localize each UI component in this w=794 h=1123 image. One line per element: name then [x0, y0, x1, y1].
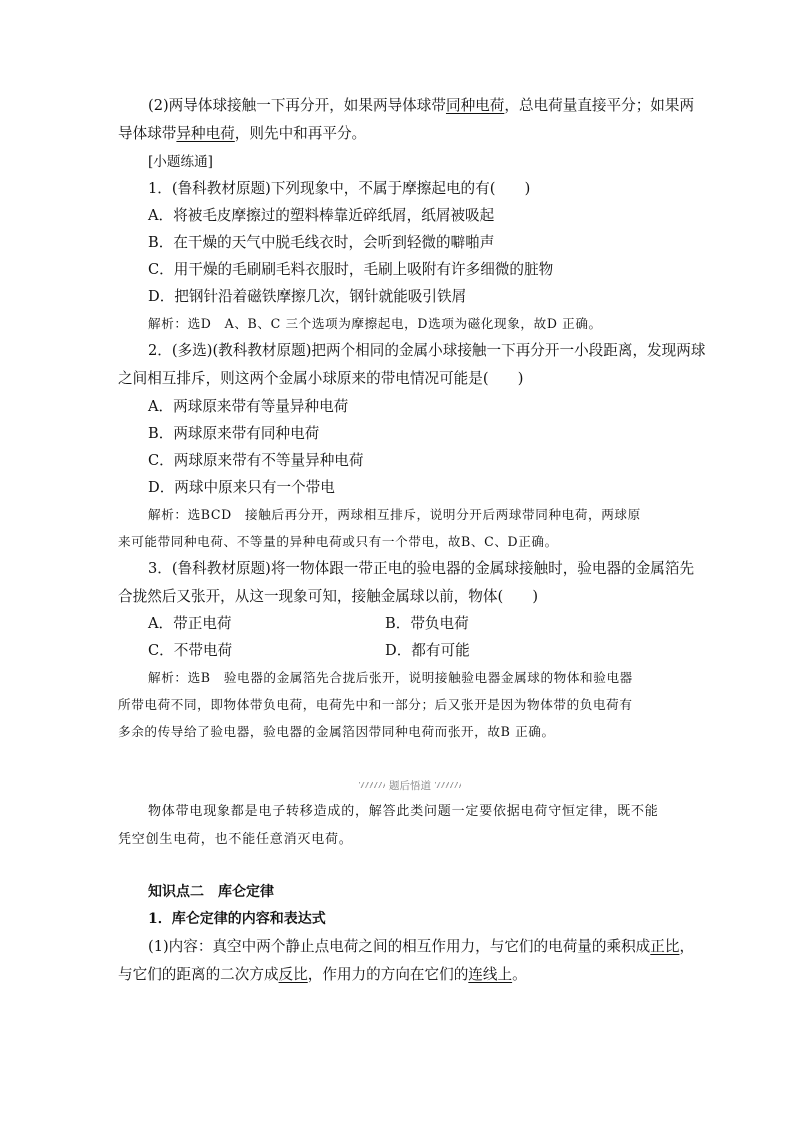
q2-analysis-line-2: 来可能带同种电荷、不等量的异种电荷或只有一个带电，故B、C、D正确。 [118, 534, 558, 549]
kp2-text: 。 [512, 966, 527, 983]
q1-option-c: C．用干燥的毛刷刷毛料衣服时，毛刷上吸附有许多细微的脏物 [148, 261, 554, 278]
q1-option-a: A．将被毛皮摩擦过的塑料棒靠近碎纸屑，纸屑被吸起 [148, 207, 495, 224]
q3-stem-line-1: 3．(鲁科教材原题)将一物体跟一带正电的验电器的金属球接触时，验电器的金属箔先 [148, 560, 695, 577]
q1-option-b: B．在干燥的天气中脱毛线衣时，会听到轻微的噼啪声 [148, 234, 495, 251]
underlined-term: 正比 [650, 938, 680, 955]
divider-label: 题后悟道 [389, 779, 431, 792]
kp2-title: 知识点二 库仑定律 [148, 884, 274, 900]
underlined-term: 异种电荷 [176, 125, 235, 142]
q2-option-c: C．两球原来带有不等量异种电荷 [148, 452, 364, 469]
section-divider [350, 777, 470, 793]
q1-stem: 1．(鲁科教材原题)下列现象中，不属于摩擦起电的有( ) [148, 180, 531, 197]
q1-option-d: D．把钢针沿着磁铁摩擦几次，钢针就能吸引铁屑 [148, 288, 467, 305]
kp2-content-line-1 [148, 937, 694, 957]
section-label: [小题练通] [148, 154, 213, 170]
kp2-text: (1)内容：真空中两个静止点电荷之间的相互作用力，与它们的电荷量的乘积成 [148, 938, 651, 955]
q3-analysis-line-2: 所带电荷不同，即物体带负电荷，电荷先中和一部分；后又张开是因为物体带的负电荷有 [118, 697, 633, 712]
underlined-term: 连线上 [468, 966, 513, 983]
kp2-text: 与它们的距离的二次方成 [118, 966, 279, 983]
q2-analysis-line-1: 解析：选BCD 接触后再分开，两球相互排斥，说明分开后两球带同种电荷，两球原 [148, 507, 641, 522]
q3-analysis-line-3: 多余的传导给了验电器，验电器的金属箔因带同种电荷而张开，故B 正确。 [118, 724, 555, 739]
q3-option-d: D．都有可能 [385, 642, 470, 659]
q3-option-b: B．带负电荷 [385, 615, 469, 632]
kp2-text: ，作用力的方向在它们的 [307, 966, 469, 983]
intro-line-1 [148, 96, 694, 116]
q3-analysis-line-1: 解析：选B 验电器的金属箔先合拢后张开，说明接触验电器金属球的物体和验电器 [148, 670, 633, 685]
q2-option-b: B．两球原来带有同种电荷 [148, 425, 320, 442]
intro-text: ，总电荷量直接平分；如果两 [504, 97, 695, 114]
kp2-subtitle: 1．库仑定律的内容和表达式 [148, 911, 326, 927]
intro-text: ，则先中和再平分。 [234, 125, 367, 142]
intro-text: 导体球带 [118, 125, 177, 142]
divider-hatch-left [359, 782, 385, 788]
q1-analysis: 解析：选D A、B、C 三个选项为摩擦起电，D选项为磁化现象，故D 正确。 [148, 316, 602, 331]
underlined-term: 反比 [278, 966, 308, 983]
q2-option-a: A．两球原来带有等量异种电荷 [148, 398, 349, 415]
underlined-term: 同种电荷 [445, 97, 505, 114]
tip-line-1: 物体带电现象都是电子转移造成的，解答此类问题一定要依据电荷守恒定律，既不能 [148, 804, 659, 819]
divider-hatch-right [435, 782, 461, 788]
intro-line-2 [118, 124, 366, 144]
tip-line-2: 凭空创生电荷，也不能任意消灭电荷。 [118, 832, 353, 847]
q2-stem-line-1: 2．(多选)(教科教材原题)把两个相同的金属小球接触一下再分开一小段距离，发现两球 [148, 342, 706, 359]
kp2-text: ， [679, 938, 695, 955]
kp2-content-line-2 [118, 965, 527, 985]
q3-option-c: C．不带电荷 [148, 642, 233, 659]
q3-option-a: A．带正电荷 [148, 615, 232, 632]
q2-stem-line-2: 之间相互排斥，则这两个金属小球原来的带电情况可能是( ) [118, 370, 524, 387]
q3-stem-line-2: 合拢然后又张开，从这一现象可知，接触金属球以前，物体( ) [118, 588, 539, 605]
intro-text: (2)两导体球接触一下再分开，如果两导体球带 [148, 97, 446, 114]
q2-option-d: D．两球中原来只有一个带电 [148, 479, 335, 496]
